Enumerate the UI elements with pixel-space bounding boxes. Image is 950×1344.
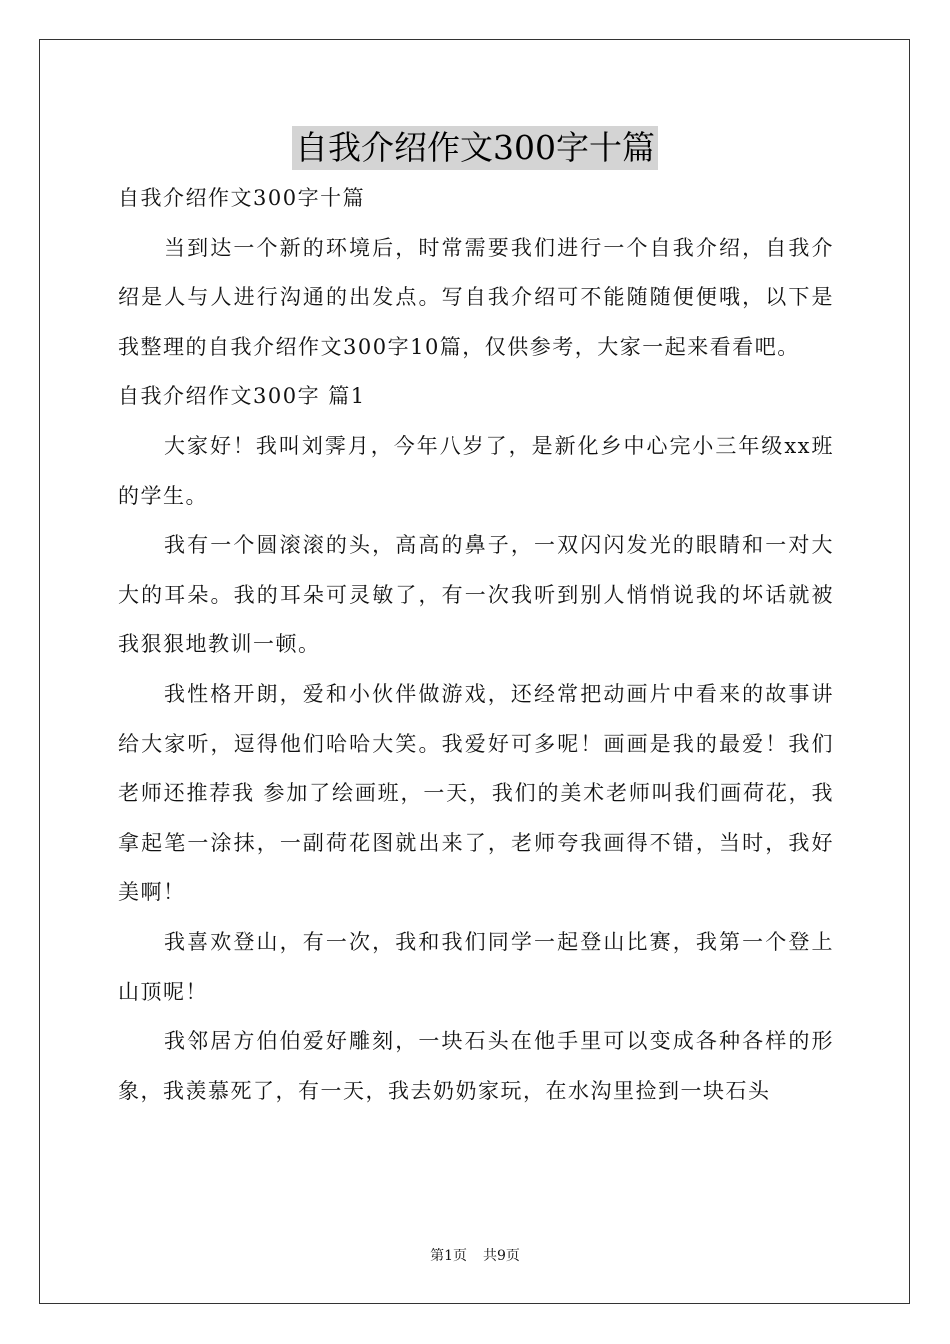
body-paragraph: 我喜欢登山，有一次，我和我们同学一起登山比赛，我第一个登上山顶呢！ [118,929,834,1004]
body-paragraph: 我性格开朗，爱和小伙伴做游戏，还经常把动画片中看来的故事讲给大家听，逗得他们哈哈大笑。我爱好可多呢！画画是我的最爱！我们老师还推荐我 参加了绘画班，一天，我们的美术老师叫我们画荷花，我拿起笔一涂抹，一副荷花图就出来了，老师夸我画得不错，当时，我好美啊！ [118,681,834,905]
section-heading: 自我介绍作文300字 篇1 [118,384,366,409]
intro-paragraph: 当到达一个新的环境后，时常需要我们进行一个自我介绍，自我介绍是人与人进行沟通的出发点。写自我介绍可不能随随便便哦，以下是我整理的自我介绍作文300字10篇，仅供参考，大家一起来看看吧。 [118,235,834,359]
document-body [118,174,834,1116]
page-number-total: 共9页 [483,1248,520,1264]
page-footer [0,1246,950,1266]
body-paragraph: 大家好！我叫刘霁月，今年八岁了，是新化乡中心完小三年级xx班的学生。 [118,433,834,508]
document-title: 自我介绍作文300字十篇 [292,126,658,170]
subtitle-line: 自我介绍作文300字十篇 [118,186,366,210]
body-paragraph: 我有一个圆滚滚的头，高高的鼻子，一双闪闪发光的眼睛和一对大大的耳朵。我的耳朵可灵敏了，有一次我听到别人悄悄说我的坏话就被我狠狠地教训一顿。 [118,533,834,657]
title-container [0,126,950,170]
page-number-current: 第1页 [430,1248,467,1264]
body-paragraph: 我邻居方伯伯爱好雕刻，一块石头在他手里可以变成各种各样的形象，我羡慕死了，有一天，我去奶奶家玩，在水沟里捡到一块石头 [118,1029,834,1103]
